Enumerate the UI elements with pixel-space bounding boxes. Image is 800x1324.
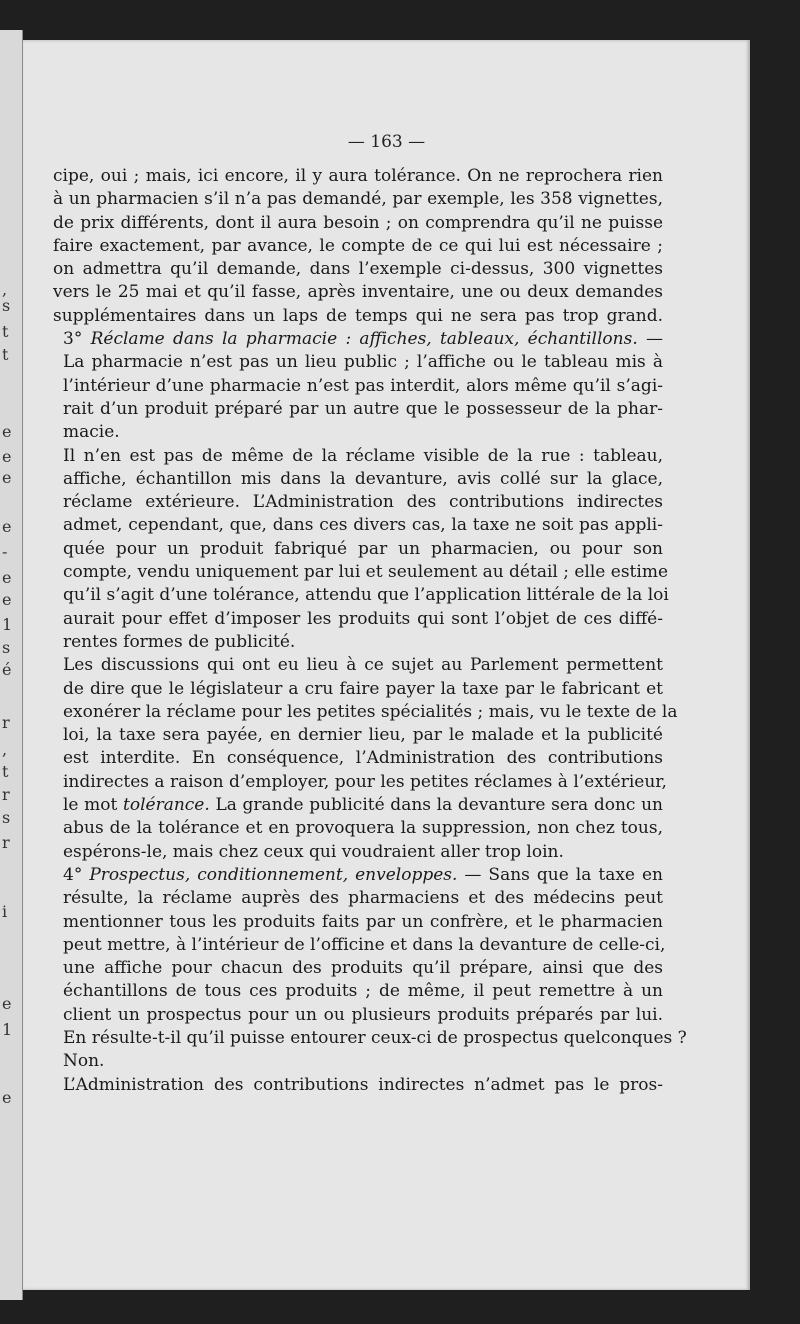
text-line: une affiche pour chacun des produits qu’il prépare, ainsi que des [63,958,663,979]
text-line: de prix différents, dont il aura besoin ; on comprendra qu’il ne puisse [53,212,663,233]
text-line: Non. [63,1051,105,1072]
text-line: qu’il s’agit d’une tolérance, attendu que l’application littérale de la loi [63,585,669,606]
text-line: loi, la taxe sera payée, en dernier lieu, par le malade et la publicité [63,725,663,746]
text-line: indirectes a raison d’employer, pour les petites réclames à l’extérieur, [63,771,667,792]
text-line: abus de la tolérance et en provoquera la suppression, non chez tous, [63,818,663,839]
text-line: à un pharmacien s’il n’a pas demandé, par exemple, les 358 vignettes, [53,189,663,210]
text-fragment: La grande publicité dans la devanture sera donc un [209,795,663,816]
text-line: exonérer la réclame pour les petites spécialités ; mais, vu le texte de la [63,701,678,722]
left-page-fragment: - [2,542,8,561]
left-page-fragment: i [2,902,8,921]
text-line: espérons-le, mais chez ceux qui voudraient aller trop loin. [63,841,564,862]
text-line: on admettra qu’il demande, dans l’exemple ci-dessus, 300 vignettes [53,259,663,280]
paragraph [53,445,669,655]
left-page-fragment: e [2,468,12,487]
italic-term: tolérance. [123,795,210,816]
text-line: macie. [63,422,120,443]
left-page-fragment: e [2,447,12,466]
section-number: 4° [63,864,83,885]
left-page-fragment: r [2,713,10,732]
paragraph [53,328,663,444]
section-title: Prospectus, conditionnement, enveloppes. [89,864,458,885]
section-dash: — [637,329,664,350]
paragraph [53,654,678,864]
left-page-fragment: t [2,322,9,341]
text-line: est interdite. En conséquence, l’Administration des contributions [63,748,663,769]
text-line: rait d’un produit préparé par un autre que le possesseur de la phar- [63,398,663,419]
text-line: quée pour un produit fabriqué par un pharmacien, ou pour son [63,538,663,559]
text-line: rentes formes de publicité. [63,631,296,652]
text-line: Les discussions qui ont eu lieu à ce sujet au Parlement permettent [63,655,663,676]
section-heading-line [53,864,663,887]
text-fragment: le mot [63,795,124,816]
text-line: échantillons de tous ces produits ; de même, il peut remettre à un [63,981,663,1002]
page-number: — 163 — [347,132,426,152]
text-line: mentionner tous les produits faits par un confrère, et le pharmacien [63,911,663,932]
text-line: réclame extérieure. L’Administration des contributions indirectes [63,492,663,513]
section-number: 3° [63,329,83,350]
text-fragment: — Sans que la taxe en [457,864,663,885]
left-page-fragment: r [2,785,10,804]
text-line: de dire que le législateur a cru faire payer la taxe par le fabricant et [63,678,663,699]
text-line: faire exactement, par avance, le compte de ce qui lui est nécessaire ; [53,235,663,256]
text-line: vers le 25 mai et qu’il fasse, après inventaire, une ou deux demandes [53,282,663,303]
left-page-fragment: , [2,280,8,299]
left-page-fragment: e [2,994,12,1013]
left-page-fragment: 1 [2,1020,13,1039]
text-line: cipe, oui ; mais, ici encore, il y aura tolérance. On ne reprochera rien [53,166,663,186]
left-page-fragment: 1 [2,615,13,634]
text-line: résulte, la réclame auprès des pharmaciens et des médecins peut [63,888,663,909]
left-page-fragment: e [2,517,12,536]
body-text [53,165,687,1097]
left-page-fragment: e [2,1088,12,1107]
text-line: compte, vendu uniquement par lui et seulement au détail ; elle estime [63,562,669,583]
text-line: La pharmacie n’est pas un lieu public ; l’affiche ou le tableau mis à [63,352,663,373]
left-page-fragment: s [2,638,11,657]
left-page-fragment: e [2,422,12,441]
section-heading-line [53,328,663,351]
paragraph [53,165,663,328]
left-page-fragment: r [2,833,10,852]
section-title: Réclame dans la pharmacie : affiches, tableaux, échantillons. [90,329,638,350]
text-line: admet, cependant, que, dans ces divers cas, la taxe ne soit pas appli- [63,515,663,536]
text-line [53,794,663,817]
paragraph [53,1074,663,1097]
text-line: En résulte-t-il qu’il puisse entourer ceux-ci de prospectus quelconques ? [63,1027,687,1048]
left-page-fragment: t [2,345,9,364]
text-line: Il n’en est pas de même de la réclame visible de la rue : tableau, [63,445,663,466]
left-page-fragment: e [2,590,12,609]
text-line: aurait pour effet d’imposer les produits qui sont l’objet de ces diffé- [63,608,663,629]
book-page [23,40,750,1290]
text-line: l’intérieur d’une pharmacie n’est pas interdit, alors même qu’il s’agi- [63,375,663,396]
paragraph [53,864,687,1074]
left-page-edge [0,30,23,1300]
text-line: peut mettre, à l’intérieur de l’officine et dans la devanture de celle-ci, [63,934,666,955]
left-page-fragment: , [2,740,8,759]
left-page-fragment: s [2,808,11,827]
text-line: affiche, échantillon mis dans la devanture, avis collé sur la glace, [63,468,663,489]
text-line: supplémentaires dans un laps de temps qui ne sera pas trop grand. [53,305,663,326]
text-line: L’Administration des contributions indirectes n’admet pas le pros- [63,1074,663,1095]
left-page-fragment: s [2,296,11,315]
left-page-fragment: t [2,762,9,781]
left-page-fragment: é [2,660,12,679]
text-line: client un prospectus pour un ou plusieurs produits préparés par lui. [63,1004,663,1025]
left-page-fragment: e [2,568,12,587]
